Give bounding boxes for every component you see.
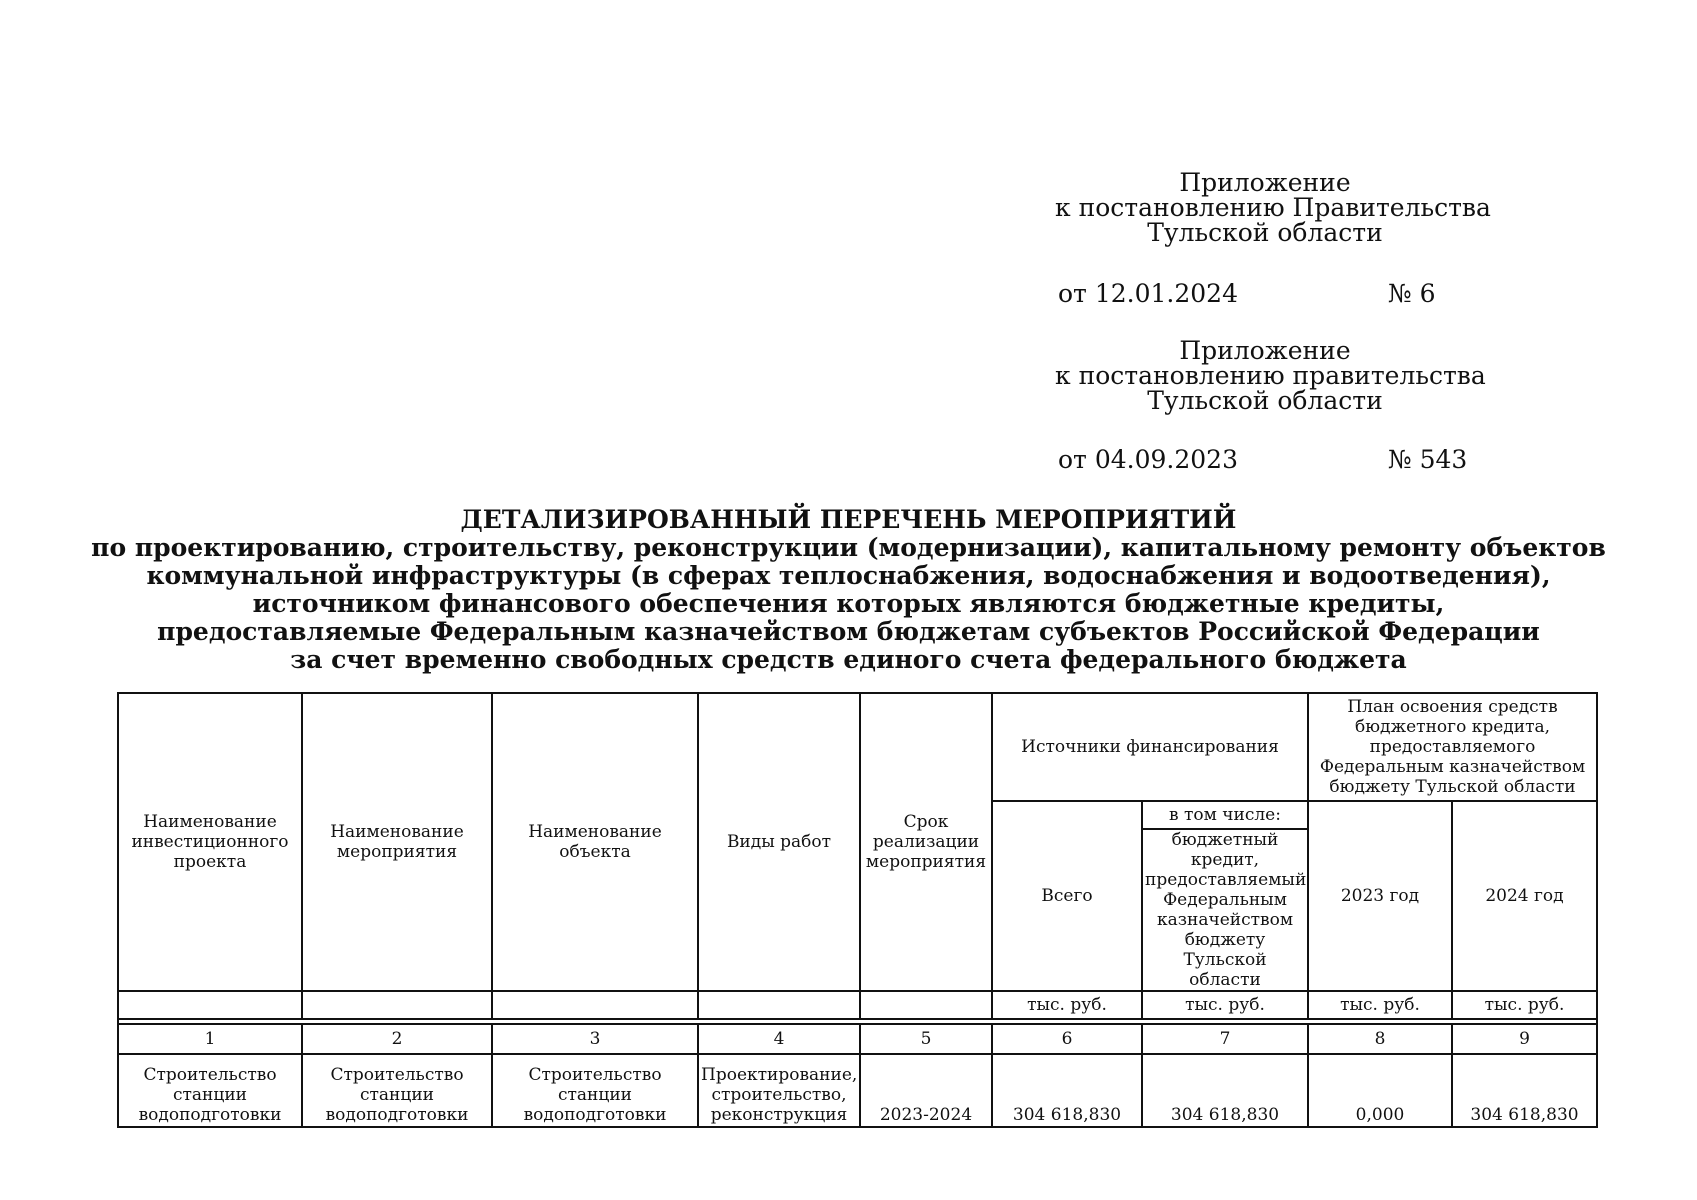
column-number: 1 [118, 1024, 302, 1054]
table-row [118, 1054, 1597, 1127]
appendix-title: Приложение [1179, 168, 1351, 197]
appendix-header-current [1055, 168, 1491, 247]
header-plan: План освоения средств бюджетного кредита, предоставляемого Федеральным казначейством бюджету Тульской области [1308, 693, 1597, 801]
column-number: 4 [698, 1024, 860, 1054]
document-title [0, 506, 1697, 674]
cell-measure: Строительство станции водоподготовки [302, 1054, 492, 1127]
resolution-date: от 04.09.2023 [1058, 445, 1238, 474]
appendix-region-line: Тульской области [1147, 386, 1383, 415]
column-number: 9 [1452, 1024, 1597, 1054]
unit-label: тыс. руб. [992, 991, 1142, 1019]
unit-label: тыс. руб. [1308, 991, 1452, 1019]
header-year-2024: 2024 год [1452, 801, 1597, 991]
title-line: ДЕТАЛИЗИРОВАННЫЙ ПЕРЕЧЕНЬ МЕРОПРИЯТИЙ [460, 505, 1237, 534]
header-measure-name: Наименование мероприятия [302, 693, 492, 991]
cell-total: 304 618,830 [992, 1054, 1142, 1127]
unit-blank [860, 991, 992, 1019]
cell-work-types: Проектирование, строительство, реконструкция [698, 1054, 860, 1127]
resolution-date: от 12.01.2024 [1058, 279, 1238, 308]
measures-table [117, 692, 1598, 1128]
title-line: за счет временно свободных средств единого счета федерального бюджета [290, 645, 1407, 674]
unit-blank [302, 991, 492, 1019]
unit-blank [492, 991, 698, 1019]
title-line: по проектированию, строительству, реконструкции (модернизации), капитальному ремонту объектов [91, 533, 1606, 562]
cell-period: 2023-2024 [860, 1054, 992, 1127]
column-number: 7 [1142, 1024, 1308, 1054]
cell-budget-credit: 304 618,830 [1142, 1054, 1308, 1127]
appendix-resolution-line: к постановлению правительства [1055, 361, 1486, 390]
cell-object: Строительство станции водоподготовки [492, 1054, 698, 1127]
appendix-title: Приложение [1179, 336, 1351, 365]
appendix-region-line: Тульской области [1147, 218, 1383, 247]
cell-project: Строительство станции водоподготовки [118, 1054, 302, 1127]
header-year-2023: 2023 год [1308, 801, 1452, 991]
column-number: 2 [302, 1024, 492, 1054]
resolution-number: № 543 [1388, 445, 1468, 474]
title-line: источником финансового обеспечения которых являются бюджетные кредиты, [252, 589, 1445, 618]
header-project-name: Наименование инвестиционного проекта [118, 693, 302, 991]
column-number: 8 [1308, 1024, 1452, 1054]
unit-blank [118, 991, 302, 1019]
header-budget-credit: бюджетный кредит, предоставляемый Федеральным казначейством бюджету Тульской области [1142, 829, 1308, 991]
header-total: Всего [992, 801, 1142, 991]
unit-label: тыс. руб. [1452, 991, 1597, 1019]
header-including: в том числе: [1142, 801, 1308, 829]
resolution-number: № 6 [1388, 279, 1436, 308]
header-object-name: Наименование объекта [492, 693, 698, 991]
title-line: предоставляемые Федеральным казначейством бюджетам субъектов Российской Федерации [157, 617, 1540, 646]
unit-label: тыс. руб. [1142, 991, 1308, 1019]
header-funding-sources: Источники финансирования [992, 693, 1308, 801]
cell-2023: 0,000 [1308, 1054, 1452, 1127]
header-work-types: Виды работ [698, 693, 860, 991]
appendix-header-previous [1055, 336, 1486, 415]
cell-2024: 304 618,830 [1452, 1054, 1597, 1127]
column-number: 6 [992, 1024, 1142, 1054]
column-number: 3 [492, 1024, 698, 1054]
header-period: Срок реализации мероприятия [860, 693, 992, 991]
appendix-resolution-line: к постановлению Правительства [1055, 193, 1491, 222]
unit-blank [698, 991, 860, 1019]
title-line: коммунальной инфраструктуры (в сферах теплоснабжения, водоснабжения и водоотведения), [146, 561, 1551, 590]
column-number: 5 [860, 1024, 992, 1054]
